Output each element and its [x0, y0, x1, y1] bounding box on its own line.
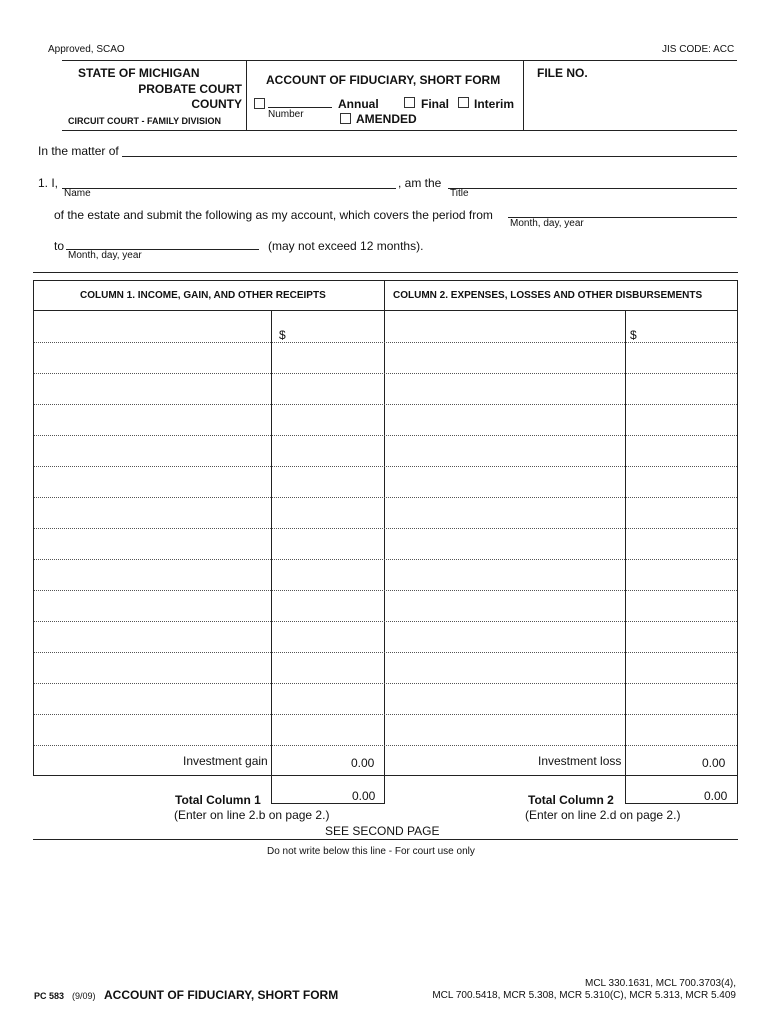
estate-text: of the estate and submit the following as my account, which covers the period from [54, 208, 493, 222]
number-field[interactable] [268, 107, 332, 108]
final-checkbox[interactable] [404, 97, 415, 108]
name-field[interactable] [62, 188, 396, 189]
table-row[interactable] [34, 559, 737, 560]
investment-gain-value[interactable]: 0.00 [351, 756, 375, 770]
header-rule [34, 310, 737, 311]
total1-note: (Enter on line 2.b on page 2.) [174, 808, 330, 822]
annual-label: Annual [338, 97, 379, 111]
title-field[interactable] [448, 188, 737, 189]
header-divider-1 [246, 60, 247, 131]
county-label: COUNTY [191, 97, 242, 111]
total1-label: Total Column 1 [175, 793, 261, 807]
item1-label: 1. I, [38, 176, 59, 190]
court-use-rule [33, 839, 738, 840]
interim-checkbox[interactable] [458, 97, 469, 108]
investment-loss-label: Investment loss [538, 754, 622, 768]
statutes-line-1: MCL 330.1631, MCL 700.3703(4), [584, 978, 736, 989]
header-divider-2 [523, 60, 524, 131]
footer-title: ACCOUNT OF FIDUCIARY, SHORT FORM [104, 988, 339, 1002]
jis-code: JIS CODE: ACC [662, 44, 735, 55]
to-label: to [54, 239, 65, 253]
table-row[interactable] [34, 652, 737, 653]
table-row[interactable] [34, 621, 737, 622]
name-label: Name [64, 188, 91, 199]
table-row[interactable] [34, 714, 737, 715]
am-the-label: , am the [398, 176, 442, 190]
table-top-rule [33, 272, 738, 273]
number-checkbox[interactable] [254, 98, 265, 109]
circuit-court-label: CIRCUIT COURT - FAMILY DIVISION [68, 116, 222, 126]
date-label-from: Month, day, year [510, 218, 584, 229]
probate-court-label: PROBATE COURT [138, 82, 242, 96]
table-row[interactable] [34, 497, 737, 498]
col2-amount-divider [625, 310, 626, 776]
table-row[interactable] [34, 528, 737, 529]
investment-gain-label: Investment gain [183, 754, 268, 768]
form-number: PC 583 [34, 991, 65, 1001]
final-label: Final [421, 97, 450, 111]
table-row[interactable] [34, 745, 737, 746]
total2-value: 0.00 [704, 789, 728, 803]
limit-note: (may not exceed 12 months). [268, 239, 424, 253]
date-label-to: Month, day, year [68, 250, 142, 261]
state-label: STATE OF MICHIGAN [78, 66, 200, 80]
table-row[interactable] [34, 590, 737, 591]
table-row[interactable] [34, 466, 737, 467]
total2-note: (Enter on line 2.d on page 2.) [525, 808, 681, 822]
table-row[interactable] [34, 373, 737, 374]
col2-header: COLUMN 2. EXPENSES, LOSSES AND OTHER DISBURSEMENTS [393, 290, 703, 301]
statutes-line-2: MCL 700.5418, MCR 5.308, MCR 5.310(C), MCR 5.313, MCR 5.409 [432, 990, 736, 1001]
approved-label: Approved, SCAO [48, 44, 125, 55]
table-row[interactable] [34, 342, 737, 343]
file-no-label: FILE NO. [537, 66, 588, 80]
col1-header: COLUMN 1. INCOME, GAIN, AND OTHER RECEIPTS [80, 290, 326, 301]
form-revision: (9/09) [72, 991, 96, 1001]
number-label: Number [268, 109, 304, 120]
col2-dollar: $ [630, 328, 637, 342]
form-title: ACCOUNT OF FIDUCIARY, SHORT FORM [266, 73, 501, 87]
court-use-label: Do not write below this line - For court use only [267, 846, 475, 857]
table-row[interactable] [34, 435, 737, 436]
investment-loss-value[interactable]: 0.00 [702, 756, 726, 770]
table-row[interactable] [34, 683, 737, 684]
matter-field[interactable] [122, 156, 737, 157]
amended-label: AMENDED [356, 112, 417, 126]
total1-value: 0.00 [352, 789, 376, 803]
interim-label: Interim [474, 97, 515, 111]
title-label: Title [450, 188, 469, 199]
matter-label: In the matter of [38, 144, 119, 158]
amended-checkbox[interactable] [340, 113, 351, 124]
col1-dollar: $ [279, 328, 286, 342]
col1-amount-divider [271, 310, 272, 776]
total2-label: Total Column 2 [528, 793, 614, 807]
table-row[interactable] [34, 404, 737, 405]
see-second-page: SEE SECOND PAGE [325, 824, 440, 838]
